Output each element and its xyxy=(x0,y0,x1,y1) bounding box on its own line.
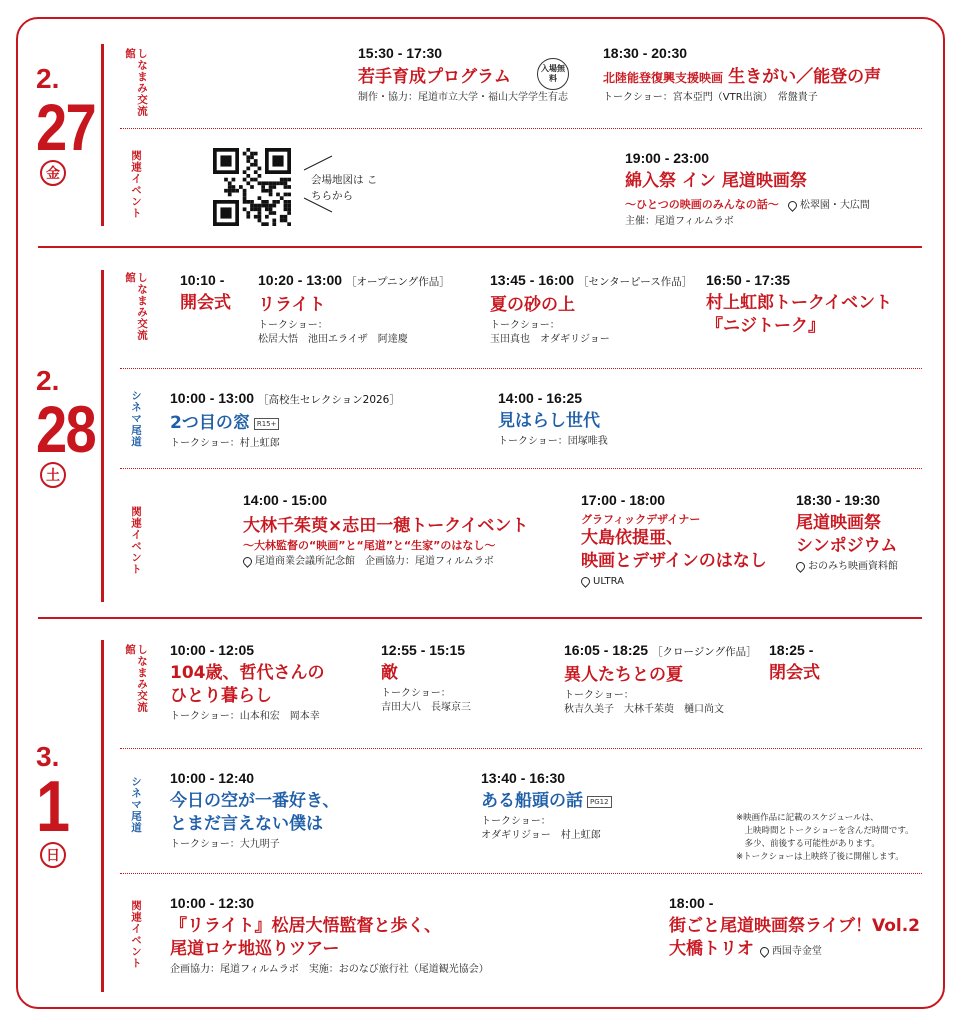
note-line: ※映画作品に記載のスケジュールは、 xyxy=(736,813,879,823)
event-title: 敵 xyxy=(381,663,398,683)
event-title: 見はらし世代 xyxy=(498,411,600,431)
event-time: 18:30 - 19:30 xyxy=(796,492,881,508)
section-divider xyxy=(120,128,922,129)
event-note: トークショー：宮本亞門（VTR出演） 常盤貴子 xyxy=(603,92,818,103)
event-note: 企画協力：尾道フィルムラボ xyxy=(365,556,494,567)
event-wataire xyxy=(625,150,870,229)
event-title: 若手育成プログラム xyxy=(358,67,511,87)
event-time: 18:30 - 20:30 xyxy=(603,45,688,61)
event-time xyxy=(258,272,450,291)
event-time: 19:00 - 23:00 xyxy=(625,150,710,166)
event-note: トークショー：大九明子 xyxy=(170,839,280,850)
event-title: 映画とデザインのはなし xyxy=(581,551,767,571)
event-subtitle: グラフィックデザイナー xyxy=(581,513,701,526)
event-title: 村上虹郎トークイベント xyxy=(706,293,893,313)
event-title: 大島依提亜、 xyxy=(581,528,683,548)
event-title: ある船頭の話 xyxy=(481,791,583,811)
day-date: 1 xyxy=(36,767,69,847)
event-title: 2つ目の窓 xyxy=(170,413,250,433)
day-month: 2. xyxy=(36,63,60,94)
event-note: 松居大悟 池田エライザ 阿達慶 xyxy=(258,334,408,345)
section-divider xyxy=(120,468,922,469)
note-line: 上映時間とトークショーを含んだ時間です。 xyxy=(736,826,914,836)
location-pin-icon xyxy=(794,560,807,573)
day-bar xyxy=(101,640,104,992)
event-tag: ［高校生セレクション2026］ xyxy=(258,394,400,406)
free-entry-badge: 入場無料 xyxy=(537,58,569,90)
weekday-badge: 金 xyxy=(40,160,66,186)
event-time xyxy=(490,272,692,291)
event-time: 10:10 - xyxy=(180,272,225,288)
event-miharashi-sedai xyxy=(498,390,608,449)
event-time xyxy=(564,642,757,661)
venue-label-cinema: シネマ尾道 xyxy=(130,390,142,448)
day-label-0227 xyxy=(36,64,105,186)
day-month: 3. xyxy=(36,741,60,772)
event-title: 街ごと尾道映画祭ライブ！Vol.2 xyxy=(669,916,920,936)
section-divider xyxy=(120,748,922,749)
event-time: 14:00 - 15:00 xyxy=(243,492,328,508)
event-kyo-no-sora xyxy=(170,770,339,852)
event-ijintachi xyxy=(564,642,757,717)
event-title: 104歳、哲代さんの xyxy=(170,663,325,683)
event-title: 夏の砂の上 xyxy=(490,295,575,315)
event-title: 『リライト』松居大悟監督と歩く、 xyxy=(170,916,442,936)
event-location-tour xyxy=(170,895,489,977)
event-note: オダギリジョー 村上虹郎 xyxy=(481,830,601,841)
note-line: ※トークショーは上映終了後に開催します。 xyxy=(736,852,904,862)
event-title: ひとり暮らし xyxy=(170,686,272,706)
event-note: トークショー：団塚唯我 xyxy=(498,436,608,447)
time-range: 10:00 - 13:00 xyxy=(170,390,255,406)
event-rewrite xyxy=(258,272,450,347)
time-range: 10:20 - 13:00 xyxy=(258,272,343,288)
event-note: トークショー：山本和宏 岡本幸 xyxy=(170,711,320,722)
event-title: シンポジウム xyxy=(796,536,898,556)
venue-label-shinamami: しなまみ交流館 xyxy=(124,48,148,117)
event-tag: ［オープニング作品］ xyxy=(346,276,450,288)
event-prefix: 北陸能登復興支援映画 xyxy=(603,71,724,85)
event-time: 14:00 - 16:25 xyxy=(498,390,583,406)
event-title: 閉会式 xyxy=(769,663,820,683)
section-divider xyxy=(120,368,922,369)
qr-code[interactable] xyxy=(213,148,291,226)
event-time: 16:50 - 17:35 xyxy=(706,272,791,288)
weekday-badge: 土 xyxy=(40,462,66,488)
event-tetsuyo xyxy=(170,642,325,724)
event-note: トークショー： xyxy=(564,690,634,701)
event-title: 綿入祭 イン 尾道映画祭 xyxy=(625,171,807,191)
event-note: トークショー： xyxy=(258,320,328,331)
event-tag: ［クロージング作品］ xyxy=(652,646,757,658)
event-subtitle: ～ひとつの映画のみんなの話～ xyxy=(625,198,779,211)
event-title: とまだ言えない僕は xyxy=(170,814,323,834)
event-live xyxy=(669,895,920,961)
location-pin-icon xyxy=(758,945,771,958)
day-date: 27 xyxy=(36,90,96,164)
event-title: 大林千茱萸×志田一穂トークイベント xyxy=(243,516,529,536)
event-oshima-design xyxy=(581,492,767,589)
event-futatsume-no-mado xyxy=(170,390,400,451)
event-time: 10:00 - 12:30 xyxy=(170,895,255,911)
event-note: 吉田大八 長塚京三 xyxy=(381,702,471,713)
time-range: 16:05 - 18:25 xyxy=(564,642,649,658)
venue-label-related: 関連イベント xyxy=(130,900,142,969)
day-divider xyxy=(38,617,922,619)
schedule-notes xyxy=(736,812,914,864)
note-line: 多少、前後する可能性があります。 xyxy=(736,839,880,849)
venue-label-related: 関連イベント xyxy=(130,506,142,575)
time-range: 13:45 - 16:00 xyxy=(490,272,575,288)
event-note: 主催：尾道フィルムラボ xyxy=(625,216,734,227)
event-title: 異人たちとの夏 xyxy=(564,665,683,685)
venue-label-shinamami: しなまみ交流館 xyxy=(124,644,148,713)
day-date: 28 xyxy=(36,392,96,466)
event-note: 企画協力：尾道フィルムラボ 実施：おのなび旅行社（尾道観光協会） xyxy=(170,964,489,975)
event-place: おのみち映画資料館 xyxy=(808,561,898,572)
rating-badge: PG12 xyxy=(587,796,612,808)
event-sendo xyxy=(481,770,612,843)
location-pin-icon xyxy=(786,199,799,212)
section-divider xyxy=(120,873,922,874)
location-pin-icon xyxy=(579,575,592,588)
event-place: 尾道商業会議所記念館 xyxy=(255,556,355,567)
event-closing-ceremony xyxy=(769,642,820,685)
rating-badge: R15+ xyxy=(254,418,280,430)
event-time: 12:55 - 15:15 xyxy=(381,642,466,658)
event-note: トークショー： xyxy=(490,320,560,331)
event-note: トークショー：村上虹郎 xyxy=(170,438,280,449)
event-note: 制作・協力：尾道市立大学・福山大学学生有志 xyxy=(358,92,568,103)
venue-label-cinema: シネマ尾道 xyxy=(130,776,142,834)
event-note: トークショー： xyxy=(381,688,451,699)
event-ikigai xyxy=(603,45,881,105)
event-time: 15:30 - 17:30 xyxy=(358,45,443,61)
event-title: 今日の空が一番好き、 xyxy=(170,791,340,811)
day-month: 2. xyxy=(36,365,60,396)
event-title: 大橋トリオ xyxy=(669,939,754,959)
event-place: ULTRA xyxy=(593,576,625,587)
venue-label-related: 関連イベント xyxy=(130,150,142,219)
event-time: 10:00 - 12:40 xyxy=(170,770,255,786)
event-time: 17:00 - 18:00 xyxy=(581,492,666,508)
event-opening-ceremony xyxy=(180,272,231,315)
event-title: 尾道ロケ地巡りツアー xyxy=(170,939,340,959)
event-note: トークショー： xyxy=(481,816,551,827)
event-title: 『ニジトーク』 xyxy=(706,316,825,336)
location-pin-icon xyxy=(241,555,254,568)
event-note: 玉田真也 オダギリジョー xyxy=(490,334,610,345)
weekday-badge: 日 xyxy=(40,842,66,868)
event-time: 10:00 - 12:05 xyxy=(170,642,255,658)
event-time: 18:00 - xyxy=(669,895,714,911)
event-time: 18:25 - xyxy=(769,642,814,658)
event-title: リライト xyxy=(258,295,326,315)
event-subtitle: ～大林監督の“映画”と“尾道”と“生家”のはなし～ xyxy=(243,539,496,552)
event-place: 西国寺金堂 xyxy=(771,946,822,957)
day-divider xyxy=(38,246,922,248)
map-caption: 会場地図は こちらから xyxy=(311,174,378,202)
event-title: 開会式 xyxy=(180,293,231,313)
event-tag: ［センターピース作品］ xyxy=(578,276,693,288)
event-time xyxy=(170,390,400,409)
event-title: 生きがい／能登の声 xyxy=(728,67,882,87)
event-natsu-no-suna xyxy=(490,272,692,347)
event-note: 秋吉久美子 大林千茱萸 樋口尚文 xyxy=(564,704,724,715)
day-label-0228 xyxy=(36,366,105,488)
venue-label-shinamami: しなまみ交流館 xyxy=(124,272,148,341)
event-title: 尾道映画祭 xyxy=(796,513,881,533)
day-label-0301 xyxy=(36,742,74,868)
event-obayashi-talk xyxy=(243,492,528,569)
event-place: 松翠園・大広間 xyxy=(799,200,870,211)
event-time: 13:40 - 16:30 xyxy=(481,770,566,786)
event-niji-talk xyxy=(706,272,892,338)
event-symposium xyxy=(796,492,898,574)
event-teki xyxy=(381,642,471,715)
